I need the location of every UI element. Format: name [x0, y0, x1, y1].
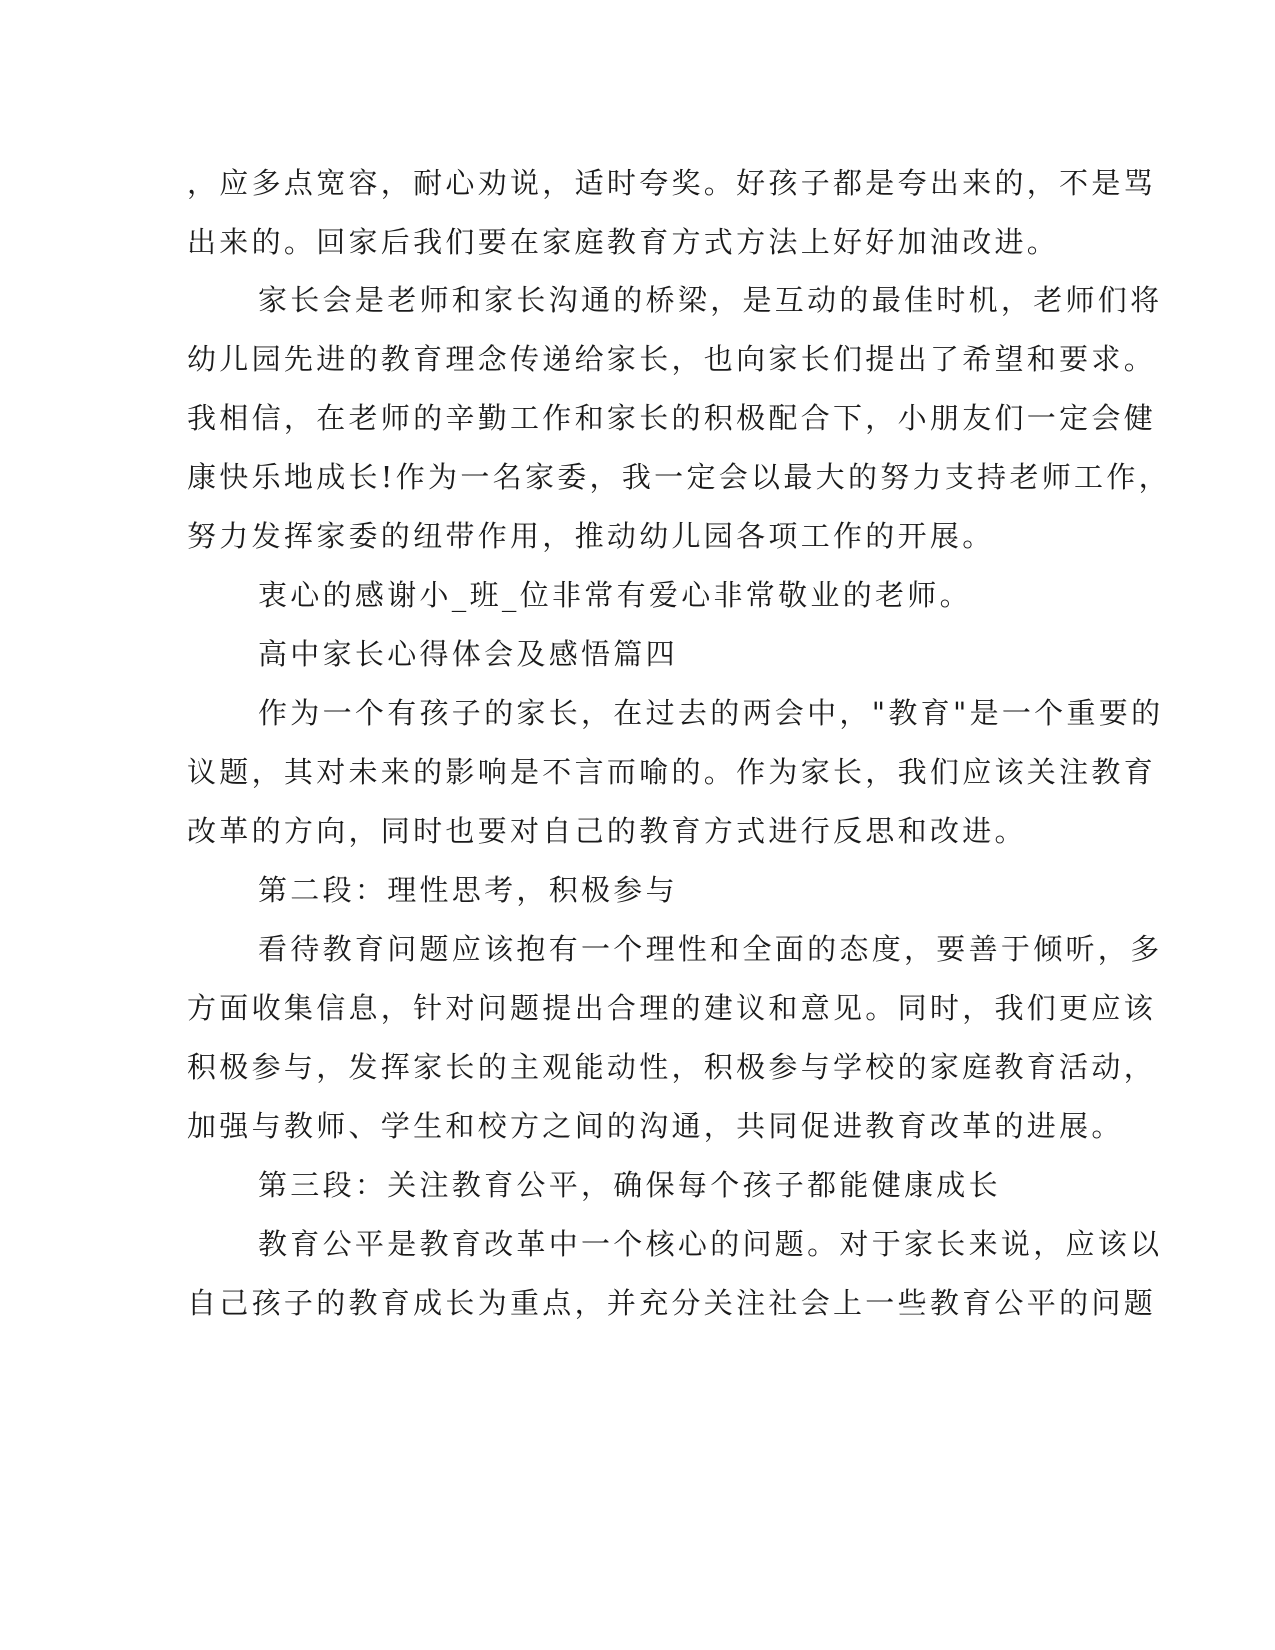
text-line: 改革的方向，同时也要对自己的教育方式进行反思和改进。 [187, 814, 1027, 848]
text-line: 加强与教师、学生和校方之间的沟通，共同促进教育改革的进展。 [187, 1109, 1124, 1143]
text-line: 家长会是老师和家长沟通的桥梁，是互动的最佳时机，老师们将 [258, 283, 1163, 317]
text-line: 衷心的感谢小_班_位非常有爱心非常敬业的老师。 [258, 578, 972, 612]
section-heading: 第三段：关注教育公平，确保每个孩子都能健康成长 [258, 1168, 1001, 1202]
text-line: 作为一个有孩子的家长，在过去的两会中，"教育"是一个重要的 [258, 696, 1164, 730]
text-line: 教育公平是教育改革中一个核心的问题。对于家长来说，应该以 [258, 1227, 1163, 1261]
section-heading: 第二段：理性思考，积极参与 [258, 873, 678, 907]
text-line: 出来的。回家后我们要在家庭教育方式方法上好好加油改进。 [187, 225, 1060, 259]
text-line: 努力发挥家委的纽带作用，推动幼儿园各项工作的开展。 [187, 519, 995, 553]
text-line: 幼儿园先进的教育理念传递给家长，也向家长们提出了希望和要求。 [187, 342, 1157, 376]
text-line: 我相信，在老师的辛勤工作和家长的积极配合下，小朋友们一定会健 [187, 401, 1157, 435]
text-line: 积极参与，发挥家长的主观能动性，积极参与学校的家庭教育活动， [187, 1050, 1157, 1084]
text-line: 康快乐地成长!作为一名家委，我一定会以最大的努力支持老师工作， [187, 460, 1171, 494]
text-line: 看待教育问题应该抱有一个理性和全面的态度，要善于倾听，多 [258, 932, 1163, 966]
text-line: 议题，其对未来的影响是不言而喻的。作为家长，我们应该关注教育 [187, 755, 1157, 789]
text-line: 方面收集信息，针对问题提出合理的建议和意见。同时，我们更应该 [187, 991, 1157, 1025]
text-line: ，应多点宽容，耐心劝说，适时夸奖。好孩子都是夸出来的，不是骂 [187, 166, 1157, 200]
text-line: 自己孩子的教育成长为重点，并充分关注社会上一些教育公平的问题 [187, 1286, 1157, 1320]
section-heading: 高中家长心得体会及感悟篇四 [258, 637, 678, 671]
